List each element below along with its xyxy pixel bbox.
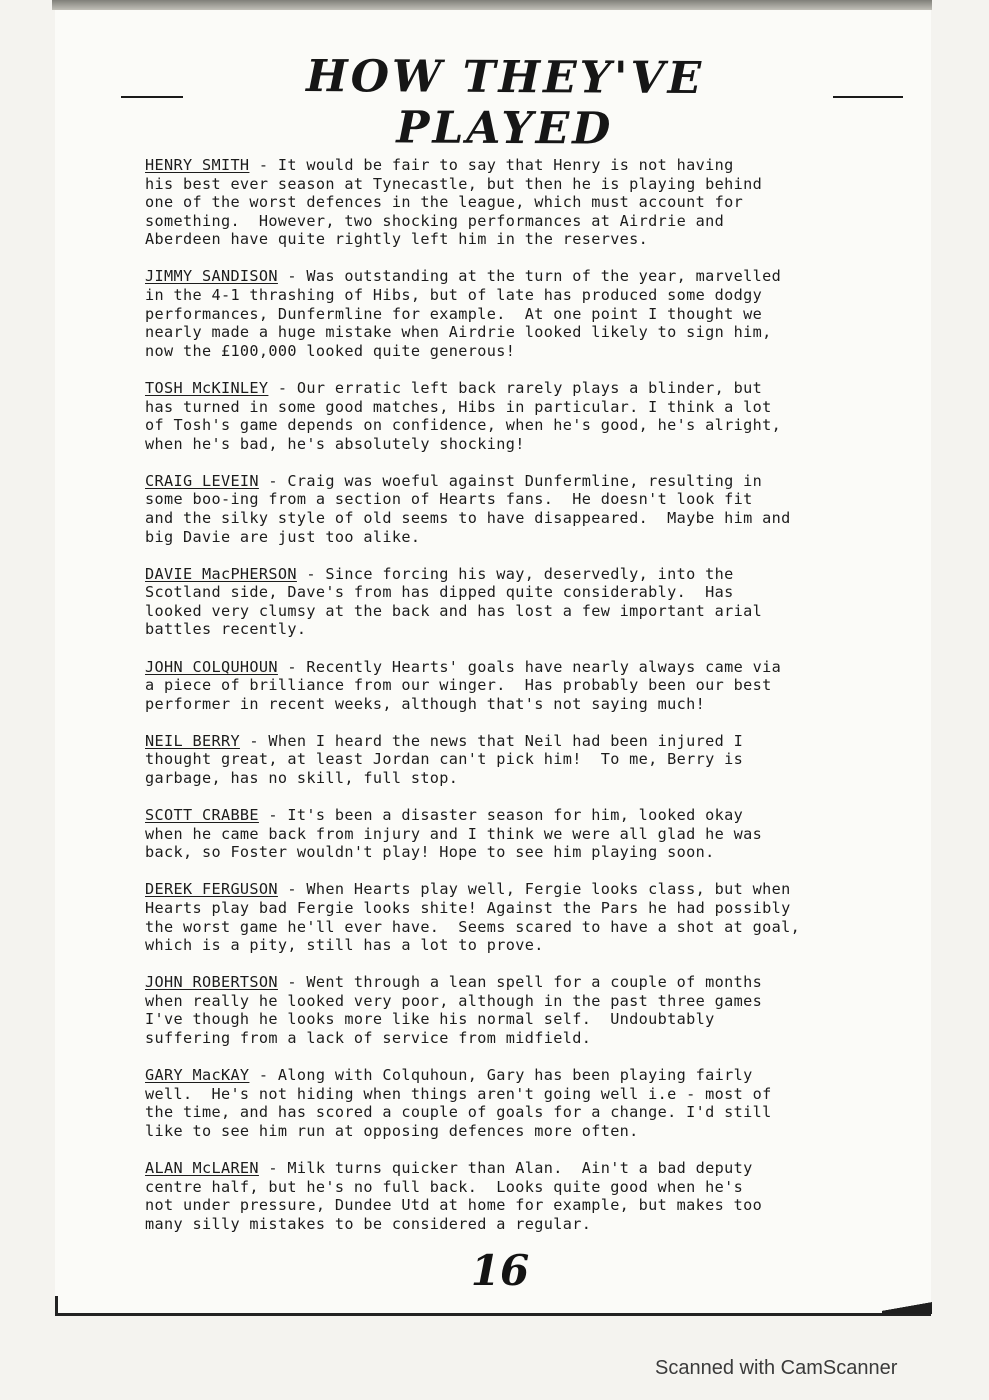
player-reviews [145,156,880,1252]
player-name: JOHN COLQUHOUN [145,657,278,676]
page-number: 16 [470,1246,530,1295]
player-entry-henry-smith [145,156,880,249]
player-review-text: - Craig was woeful against Dunfermline, resulting in some boo-ing from a section of Hearts fans. He doesn't look fit and the silky style of old seems to have disappeared. Maybe him and big Davie are just too alike. [145,471,791,546]
player-name: DEREK FERGUSON [145,880,278,899]
player-name: GARY MacKAY [145,1066,250,1085]
player-name: JIMMY SANDISON [145,267,278,286]
page-bottom-border [55,1313,931,1316]
player-name: SCOTT CRABBE [145,806,259,825]
player-name: TOSH McKINLEY [145,378,269,397]
player-name: DAVIE MacPHERSON [145,564,297,583]
page-title: HOW THEY'VE PLAYED [305,50,705,155]
player-entry-tosh-mckinley [145,379,880,453]
title-rule-right [833,96,903,98]
player-entry-davie-macpherson [145,565,880,639]
player-review-text: - Went through a lean spell for a couple of months when really he looked very poor, although in the past three games I've though he looks more like his normal self. Undoubtably suffering from a lack of service from midfield. [145,973,763,1048]
player-review-text: - Recently Hearts' goals have nearly always came via a piece of brilliance from our winger. Has probably been our best performer in recent weeks, although that's not saying much! [145,657,782,713]
player-name: ALAN McLAREN [145,1159,259,1178]
player-review-text: - Milk turns quicker than Alan. Ain't a bad deputy centre half, but he's no full back. Looks quite good when he's not under pressure, Dundee Utd at home for example, but makes too many silly mistakes to be considered a regular. [145,1159,763,1233]
scan-top-edge [52,0,932,10]
player-review-text: - Since forcing his way, deservedly, into the Scotland side, Dave's from has dipped quite considerably. Has looked very clumsy at the back and has lost a few important arial battles recently. [145,564,763,639]
player-entry-neil-berry [145,732,880,788]
player-review-text: - Along with Colquhoun, Gary has been playing fairly well. He's not hiding when things aren't going well i.e - most of the time, and has scored a couple of goals for a change. I'd still like to see him run at opposing defences more often. [145,1066,772,1140]
player-review-text: - When I heard the news that Neil had been injured I thought great, at least Jordan can't pick him! To me, Berry is garbage, has no skill, full stop. [145,731,744,788]
player-review-text: - Our erratic left back rarely plays a blinder, but has turned in some good matches, Hibs in particular. I think a lot of Tosh's game depends on confidence, when he's good, he's alright, when he's bad, he's absolutely shocking! [145,378,782,453]
player-review-text: - Was outstanding at the turn of the year, marvelled in the 4-1 thrashing of Hibs, but of late has produced some dodgy performances, Dunfermline for example. At one point I thought we nearly made a huge mistake when Airdrie looked likely to sign him, now the £100,000 looked quite generous! [145,267,782,360]
title-rule-left [121,96,183,98]
player-entry-derek-ferguson [145,880,880,954]
player-name: JOHN ROBERTSON [145,973,278,992]
player-name: CRAIG LEVEIN [145,471,259,490]
player-name: NEIL BERRY [145,731,240,750]
player-review-text: - It's been a disaster season for him, looked okay when he came back from injury and I think we were all glad he was back, so Foster wouldn't play! Hope to see him playing soon. [145,806,763,862]
player-entry-john-colquhoun [145,658,880,714]
player-review-text: - When Hearts play well, Fergie looks class, but when Hearts play bad Fergie looks shite! Against the Pars he had possibly the worst game he'll ever have. Seems scared to have a shot at goal, which is a pity, still has a lot to prove. [145,880,801,955]
player-entry-scott-crabbe [145,806,880,862]
player-entry-gary-mackay [145,1066,880,1140]
player-entry-alan-mclaren [145,1159,880,1233]
player-entry-jimmy-sandison [145,267,880,360]
player-entry-craig-levein [145,472,880,546]
player-entry-john-robertson [145,973,880,1047]
player-review-text: - It would be fair to say that Henry is not having his best ever season at Tynecastle, but then he is playing behind one of the worst defences in the league, which must account for something. However, two shocking performances at Airdrie and Aberdeen have quite rightly left him in the reserves. [145,156,763,249]
player-name: HENRY SMITH [145,156,250,174]
scanner-watermark: Scanned with CamScanner [655,1357,898,1379]
page-corner-right [882,1296,932,1314]
